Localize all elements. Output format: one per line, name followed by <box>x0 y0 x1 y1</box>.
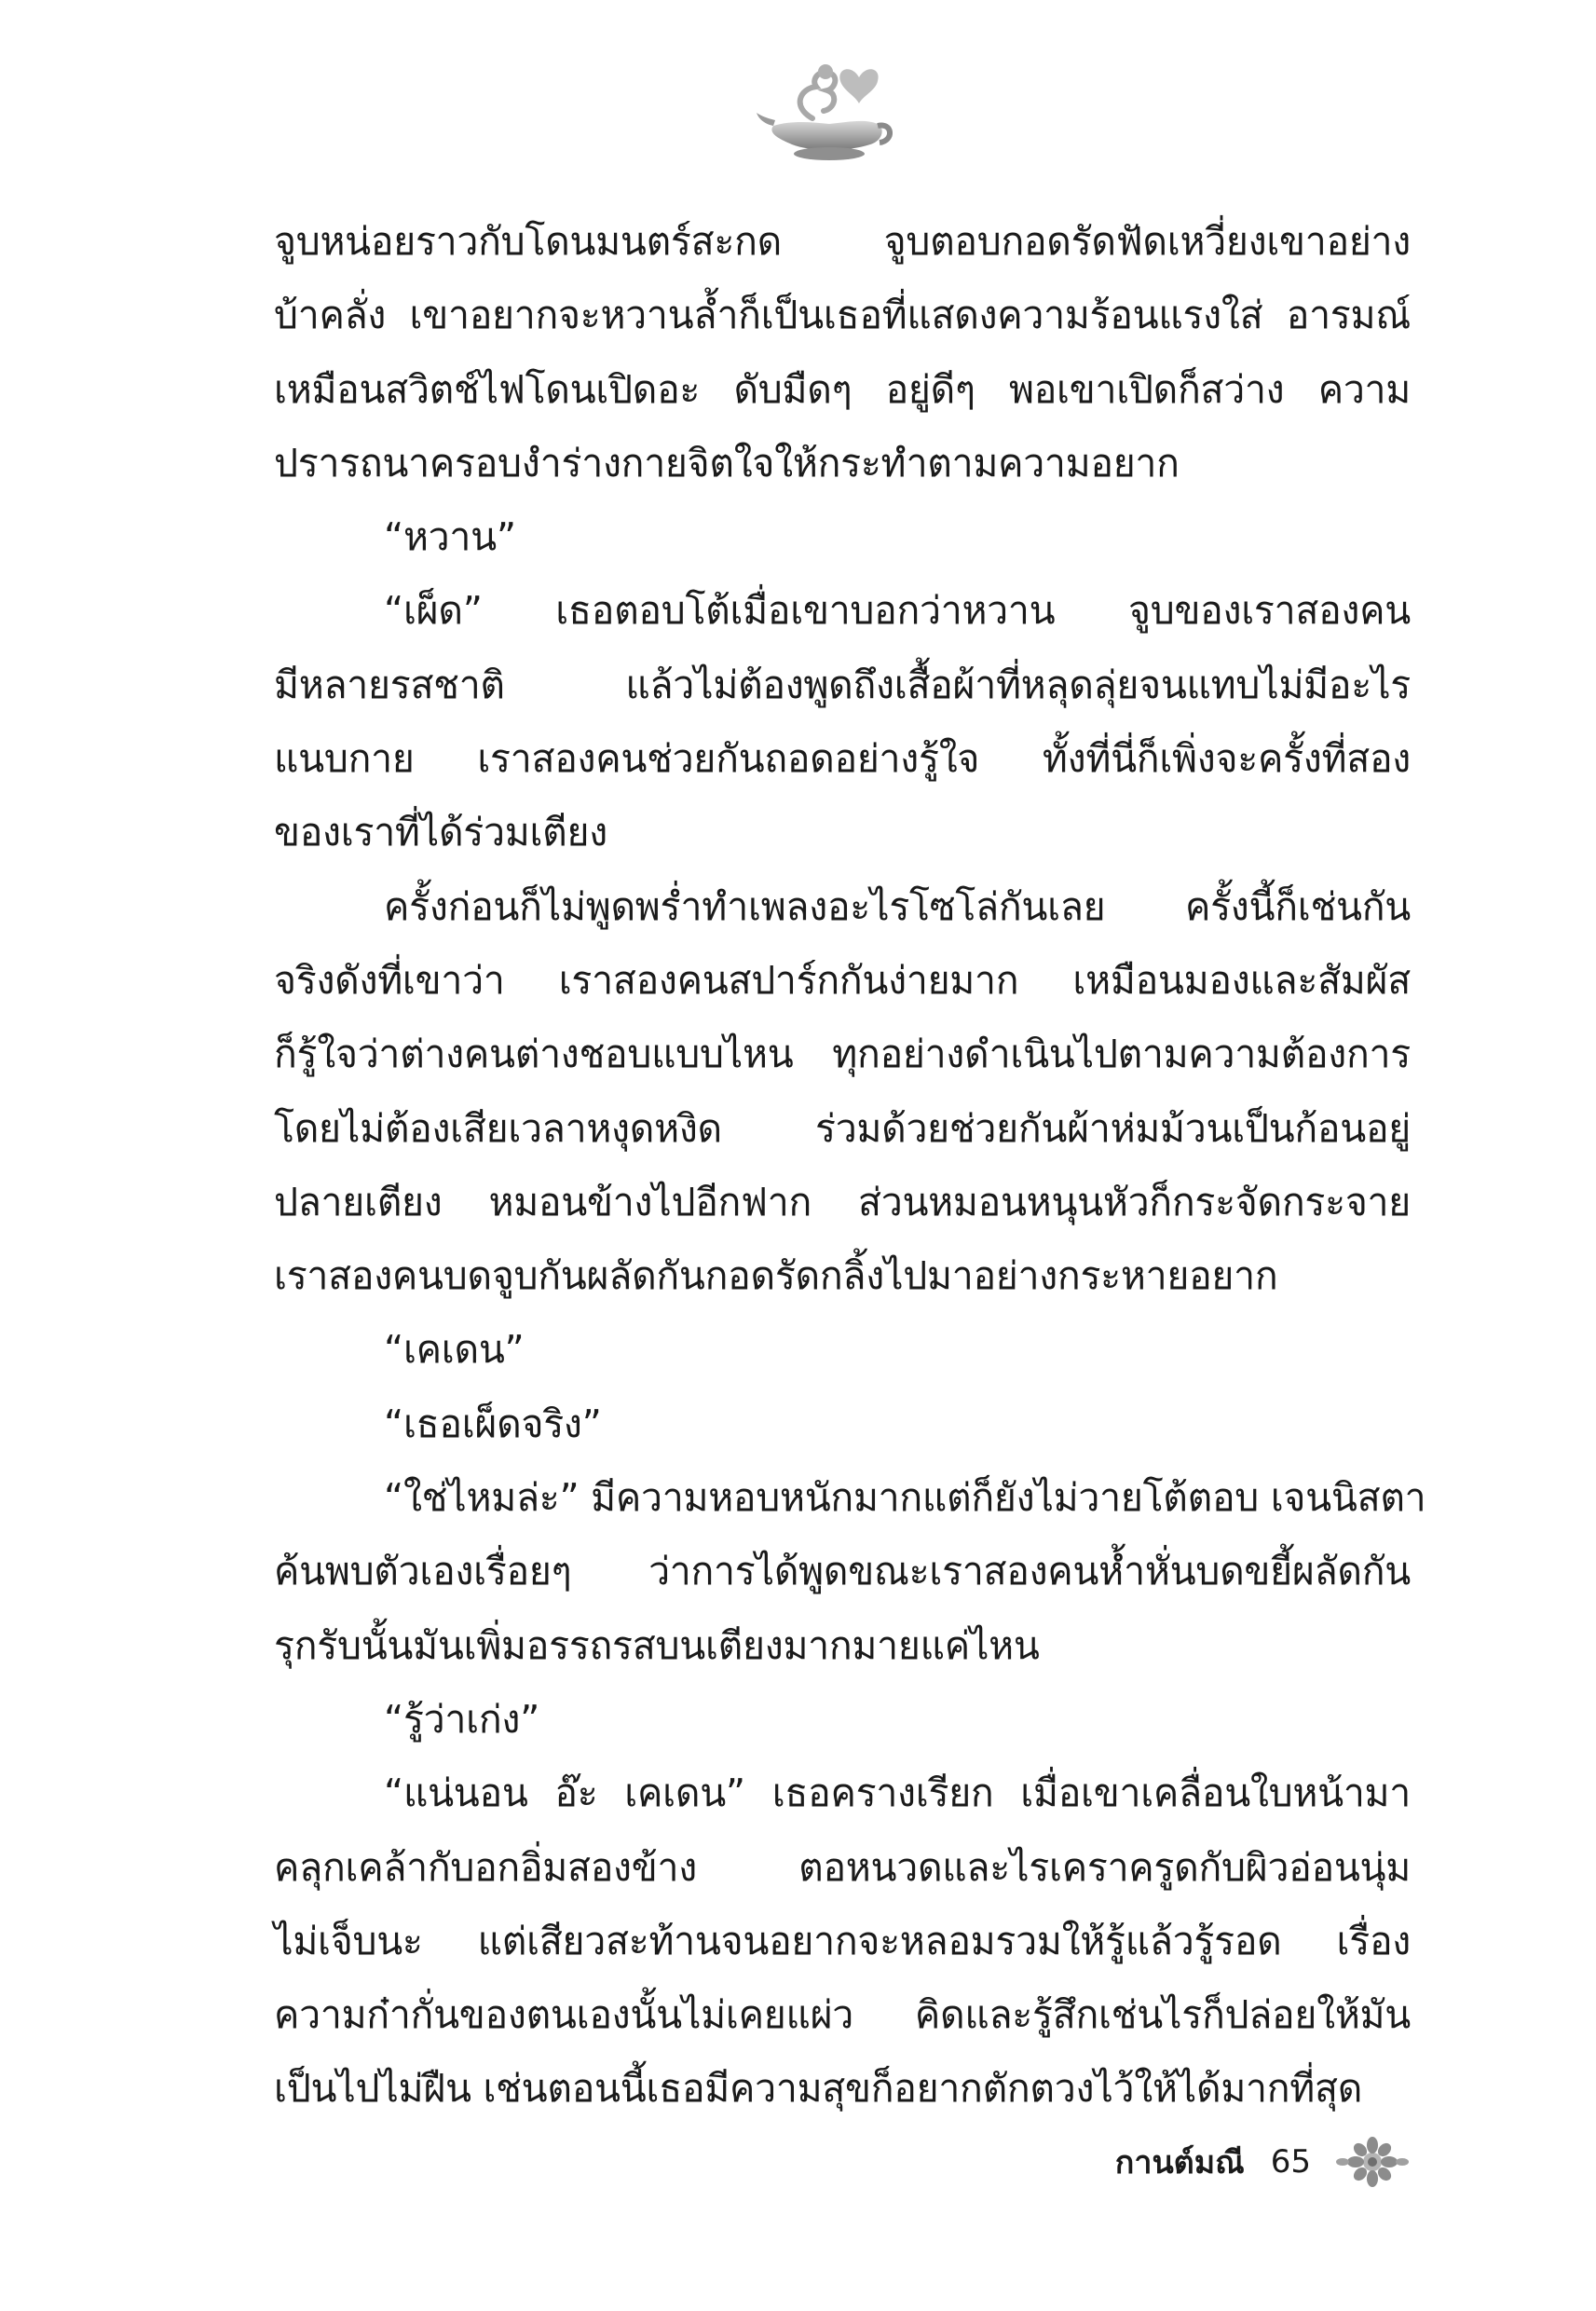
text-line: จูบหน่อยราวกับโดนมนตร์สะกด จูบตอบกอดรัดฟัดเหวี่ยงเขาอย่าง <box>274 219 1411 264</box>
page-footer <box>1115 2134 1410 2190</box>
text-line: รุกรับนั้นมันเพิ่มอรรถรสบนเตียงมากมายแค่ไหน <box>274 1622 1040 1668</box>
text-line: ปลายเตียง หมอนข้างไปอีกฟาก ส่วนหมอนหนุนหัวก็กระจัดกระจาย <box>274 1179 1411 1224</box>
chapter-text <box>274 205 1426 2126</box>
text-line: “หวาน” <box>384 514 516 560</box>
text-line: บ้าคลั่ง เขาอยากจะหวานล้ำก็เป็นเธอที่แสดงความร้อนแรงใส่ อารมณ์ <box>274 293 1411 338</box>
flower-icon <box>1335 2134 1410 2190</box>
text-line: ของเราที่ได้ร่วมเตียง <box>274 810 607 855</box>
text-line: คลุกเคล้ากับอกอิ่มสองข้าง ตอหนวดและไรเคราครูดกับผิวอ่อนนุ่ม <box>274 1844 1411 1890</box>
text-line: “เผ็ด” เธอตอบโต้เมื่อเขาบอกว่าหวาน จูบของเราสองคน <box>384 588 1411 634</box>
page-number: 65 <box>1270 2143 1311 2181</box>
text-line: ครั้งก่อนก็ไม่พูดพร่ำทำเพลงอะไรโซโล่กันเลย ครั้งนี้ก็เช่นกัน <box>384 883 1411 929</box>
text-line: ไม่เจ็บนะ แต่เสียวสะท้านจนอยากจะหลอมรวมให้รู้แล้วรู้รอด เรื่อง <box>274 1918 1411 1963</box>
text-line: เหมือนสวิตช์ไฟโดนเปิดอะ ดับมืดๆ อยู่ดีๆ พอเขาเปิดก็สว่าง ความ <box>274 366 1411 412</box>
text-line: แนบกาย เราสองคนช่วยกันถอดอย่างรู้ใจ ทั้งที่นี่ก็เพิ่งจะครั้งที่สอง <box>274 736 1411 782</box>
genie-lamp-with-heart-icon <box>755 51 904 168</box>
text-line: โดยไม่ต้องเสียเวลาหงุดหงิด ร่วมด้วยช่วยกันผ้าห่มม้วนเป็นก้อนอยู่ <box>274 1105 1411 1151</box>
text-line: “รู้ว่าเก่ง” <box>384 1696 540 1742</box>
text-line: ค้นพบตัวเองเรื่อยๆ ว่าการได้พูดขณะเราสองคนห้ำหั่นบดขยี้ผลัดกัน <box>274 1549 1411 1594</box>
book-title: กานต์มณี <box>1114 2144 1245 2181</box>
text-line: มีหลายรสชาติ แล้วไม่ต้องพูดถึงเสื้อผ้าที่หลุดลุ่ยจนแทบไม่มีอะไร <box>274 662 1411 707</box>
text-line: “เคเดน” <box>384 1327 525 1373</box>
text-line: “แน่นอน อ๊ะ เคเดน” เธอครางเรียก เมื่อเขาเคลื่อนใบหน้ามา <box>384 1771 1411 1816</box>
text-line: ความก๋ากั่นของตนเองนั้นไม่เคยแผ่ว คิดและรู้สึกเช่นไรก็ปล่อยให้มัน <box>274 1992 1411 2038</box>
text-line: “ใช่ไหมล่ะ” มีความหอบหนักมากแต่ก็ยังไม่วายโต้ตอบ เจนนิสตา <box>384 1475 1426 1521</box>
text-line: เราสองคนบดจูบกันผลัดกันกอดรัดกลิ้งไปมาอย่างกระหายอยาก <box>274 1253 1278 1299</box>
text-line: ปรารถนาครอบงำร่างกายจิตใจให้กระทำตามความอยาก <box>274 440 1180 485</box>
text-line: “เธอเผ็ดจริง” <box>384 1401 602 1446</box>
text-line: ก็รู้ใจว่าต่างคนต่างชอบแบบไหน ทุกอย่างดำเนินไปตามความต้องการ <box>274 1032 1411 1077</box>
text-line: จริงดังที่เขาว่า เราสองคนสปาร์กกันง่ายมาก เหมือนมองและสัมผัส <box>274 957 1411 1003</box>
text-line: เป็นไปไม่ฝืน เช่นตอนนี้เธอมีความสุขก็อยากตักตวงไว้ให้ได้มากที่สุด <box>274 2066 1363 2112</box>
